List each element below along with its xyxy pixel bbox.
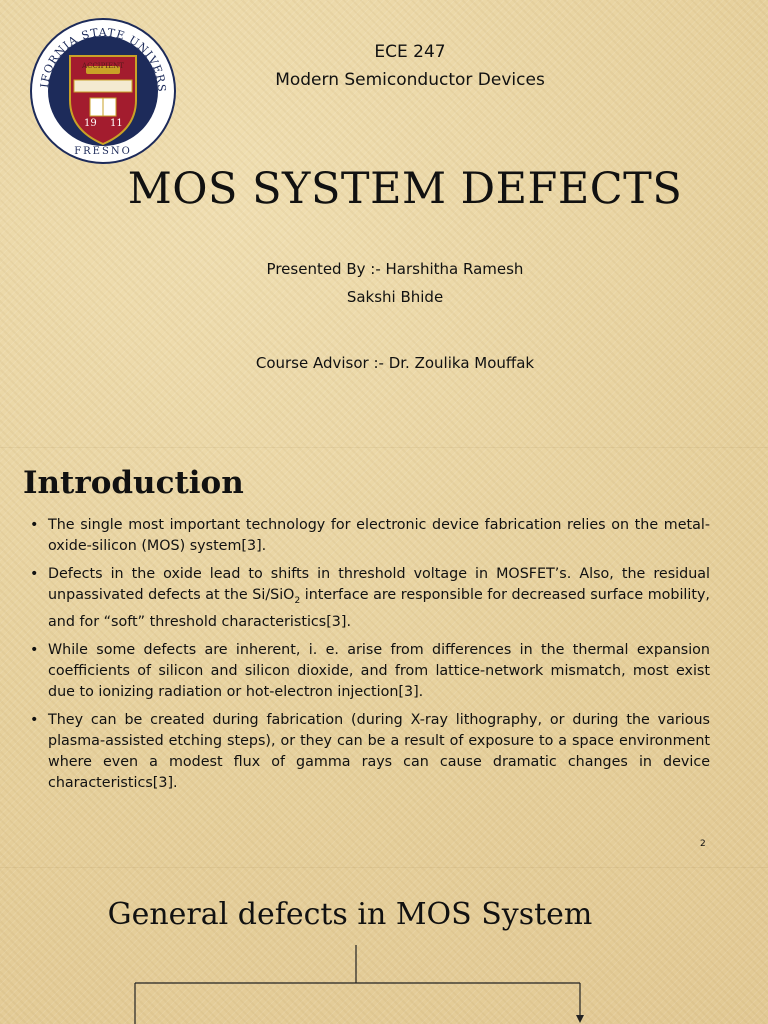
bullet-item — [30, 710, 710, 794]
bullet-text-part: Defects in the oxide lead to shifts in threshold voltage in MOSFET’s. Also, the residual unpassivated defects at the Si/SiO — [48, 566, 710, 603]
bullet-text-part: interface are responsible for decreased surface mobility, and for “soft” threshold characteristics[3]. — [48, 587, 710, 630]
bullet-list — [30, 515, 710, 801]
bullet-dot-icon: • — [30, 517, 39, 533]
bullet-text: The single most important technology for electronic device fabrication relies on the metal-oxide-silicon (MOS) system[3]. — [48, 517, 710, 554]
course-name: Modern Semiconductor Devices — [275, 70, 545, 90]
seal-labels — [30, 18, 176, 164]
seal-year-left: 19 — [84, 118, 97, 129]
general-defects-slide — [0, 867, 768, 1024]
slide-title: Introduction — [23, 465, 244, 501]
bullet-dot-icon: • — [30, 711, 39, 728]
bullet-text: While some defects are inherent, i. e. arise from differences in the thermal expansion coefficients of silicon and silicon dioxide, and from lattice-network mismatch, most exist due to ionizing radiation or hot-electron injection[3]. — [48, 641, 710, 700]
bullet-item — [30, 564, 710, 633]
arrow-down-icon — [576, 1015, 584, 1023]
bullet-item — [30, 515, 710, 557]
slide-title: General defects in MOS System — [107, 897, 593, 932]
seal-motto: ACCIPIENT — [82, 62, 124, 70]
seal-bottom-text: FRESNO — [74, 146, 132, 157]
bullet-text: They can be created during fabrication (during X-ray lithography, or during the various plasma-assisted etching steps), or they can be a result of exposure to a space environment where even a modest flux of gamma rays can cause dramatic changes in device characteristics[3]. — [48, 711, 710, 791]
presentation-title: MOS SYSTEM DEFECTS — [127, 164, 683, 214]
seal-ring-text: IFORNIA STATE UNIVERS — [38, 25, 169, 93]
subscript-text: 2 — [294, 595, 301, 606]
course-code: ECE 247 — [374, 42, 446, 62]
course-advisor: Course Advisor :- Dr. Zoulika Mouffak — [255, 354, 535, 372]
bullet-dot-icon: • — [30, 641, 39, 658]
bullet-dot-icon: • — [30, 566, 39, 582]
defects-tree-diagram — [0, 867, 768, 1024]
title-slide — [0, 0, 768, 447]
introduction-slide — [0, 447, 768, 867]
page-number: 2 — [700, 839, 706, 849]
presented-by: Presented By :- Harshitha Ramesh — [266, 260, 524, 278]
seal-year-right: 11 — [110, 118, 123, 129]
second-presenter: Sakshi Bhide — [346, 288, 444, 306]
bullet-item — [30, 640, 710, 703]
